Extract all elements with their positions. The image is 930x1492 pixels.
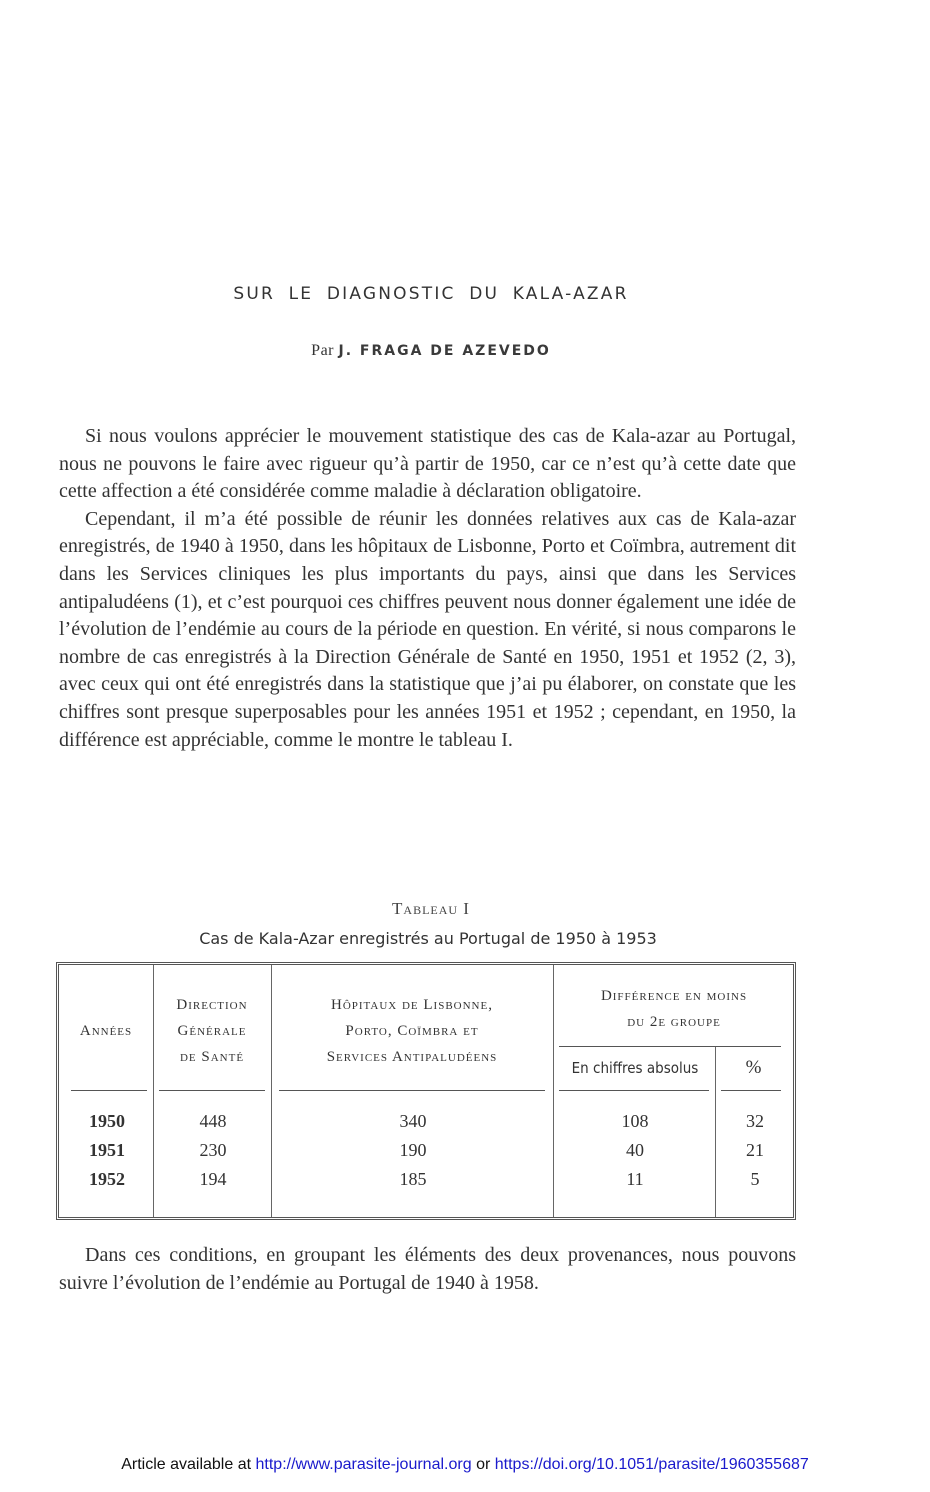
header-hosp-2: Porto, Coïmbra et [345,1023,479,1039]
closing-paragraph: Dans ces conditions, en groupant les éléments des deux provenances, nous pouvons suivre l’évolution de l’endémie au Portugal de 1940 à 1958. [59,1244,796,1294]
cell-hosp: 340 [399,1111,427,1131]
table-rule [159,1090,265,1091]
cell-abs: 108 [621,1111,649,1131]
journal-link[interactable]: http://www.parasite-journal.org [255,1456,472,1473]
cell-pct: 32 [746,1111,764,1131]
cell-hosp: 190 [399,1140,427,1160]
doi-link[interactable]: https://doi.org/10.1051/parasite/1960355687 [494,1456,809,1473]
header-dgs-1: Direction [176,997,248,1013]
footer [0,1456,930,1474]
cell-year: 1951 [89,1140,125,1160]
footer-prefix: Article available at [121,1456,252,1473]
data-table [56,962,796,1220]
paragraph-1: Si nous voulons apprécier le mouvement statistique des cas de Kala-azar au Portugal, nous ne pouvons le faire avec rigueur qu’à partir de 1950, car ce n’est qu’à cette date que cette affection a été considérée comme maladie à déclaration obligatoire. [59,425,796,503]
author-name: J. FRAGA DE AZEVEDO [338,343,551,359]
header-years: Années [79,1023,133,1039]
header-diff-1: Différence en moins [600,988,748,1004]
table-divider [153,965,154,1217]
table-subtitle: Cas de Kala-Azar enregistrés au Portugal de 1950 à 1953 [199,929,657,948]
header-diff-pct: % [745,1057,763,1078]
cell-dgs: 448 [199,1111,227,1131]
closing-paragraph-block [59,1242,796,1297]
cell-abs: 11 [626,1169,644,1189]
header-dgs-3: de Santé [179,1049,245,1065]
table-divider [715,1047,716,1217]
table-rule [279,1090,545,1091]
table-divider [271,965,272,1217]
header-hosp-1: Hôpitaux de Lisbonne, [331,997,493,1013]
table-rule [559,1046,781,1047]
footer-middle: or [476,1456,491,1473]
table-rule [559,1090,709,1091]
table-rule [71,1090,147,1091]
header-diff-abs: En chiffres absolus [571,1059,699,1077]
body-paragraphs [59,423,796,754]
header-dgs-2: Générale [177,1023,247,1039]
table-rule [721,1090,781,1091]
author-line [0,342,862,360]
cell-abs: 40 [626,1140,644,1160]
paragraph-2: Cependant, il m’a été possible de réunir les données relatives aux cas de Kala-azar enregistrés, de 1940 à 1950, dans les hôpitaux de Lisbonne, Porto et Coïmbra, autrement dit dans les Services cliniques les plus importants du pays, ainsi que dans les Services antipaludéens (1), et c’est pourquoi ces chiffres peuvent nous donner également une idée de l’évolution de l’endémie au cours de la période en question. En vérité, si nous comparons le nombre de cas enregistrés à la Direction Générale de Santé en 1950, 1951 et 1952 (2, 3), avec ceux qui ont été enregistrés dans la statistique que j’ai pu élaborer, on constate que les chiffres sont presque superposables pour les années 1951 et 1952 ; cependant, en 1950, la différence est appréciable, comme le montre le tableau I. [59,507,796,751]
cell-year: 1950 [89,1111,125,1131]
table-divider [553,965,554,1217]
cell-pct: 5 [750,1169,760,1189]
header-diff-2: du 2e groupe [627,1014,721,1030]
cell-dgs: 230 [199,1140,227,1160]
table-caption: Tableau I [392,899,470,918]
cell-pct: 21 [746,1140,764,1160]
cell-hosp: 185 [399,1169,427,1189]
cell-dgs: 194 [199,1169,227,1189]
cell-year: 1952 [89,1169,125,1189]
article-title: SUR LE DIAGNOSTIC DU KALA-AZAR [233,284,629,304]
author-prefix: Par [311,342,334,359]
header-hosp-3: Services Antipaludéens [326,1049,498,1065]
